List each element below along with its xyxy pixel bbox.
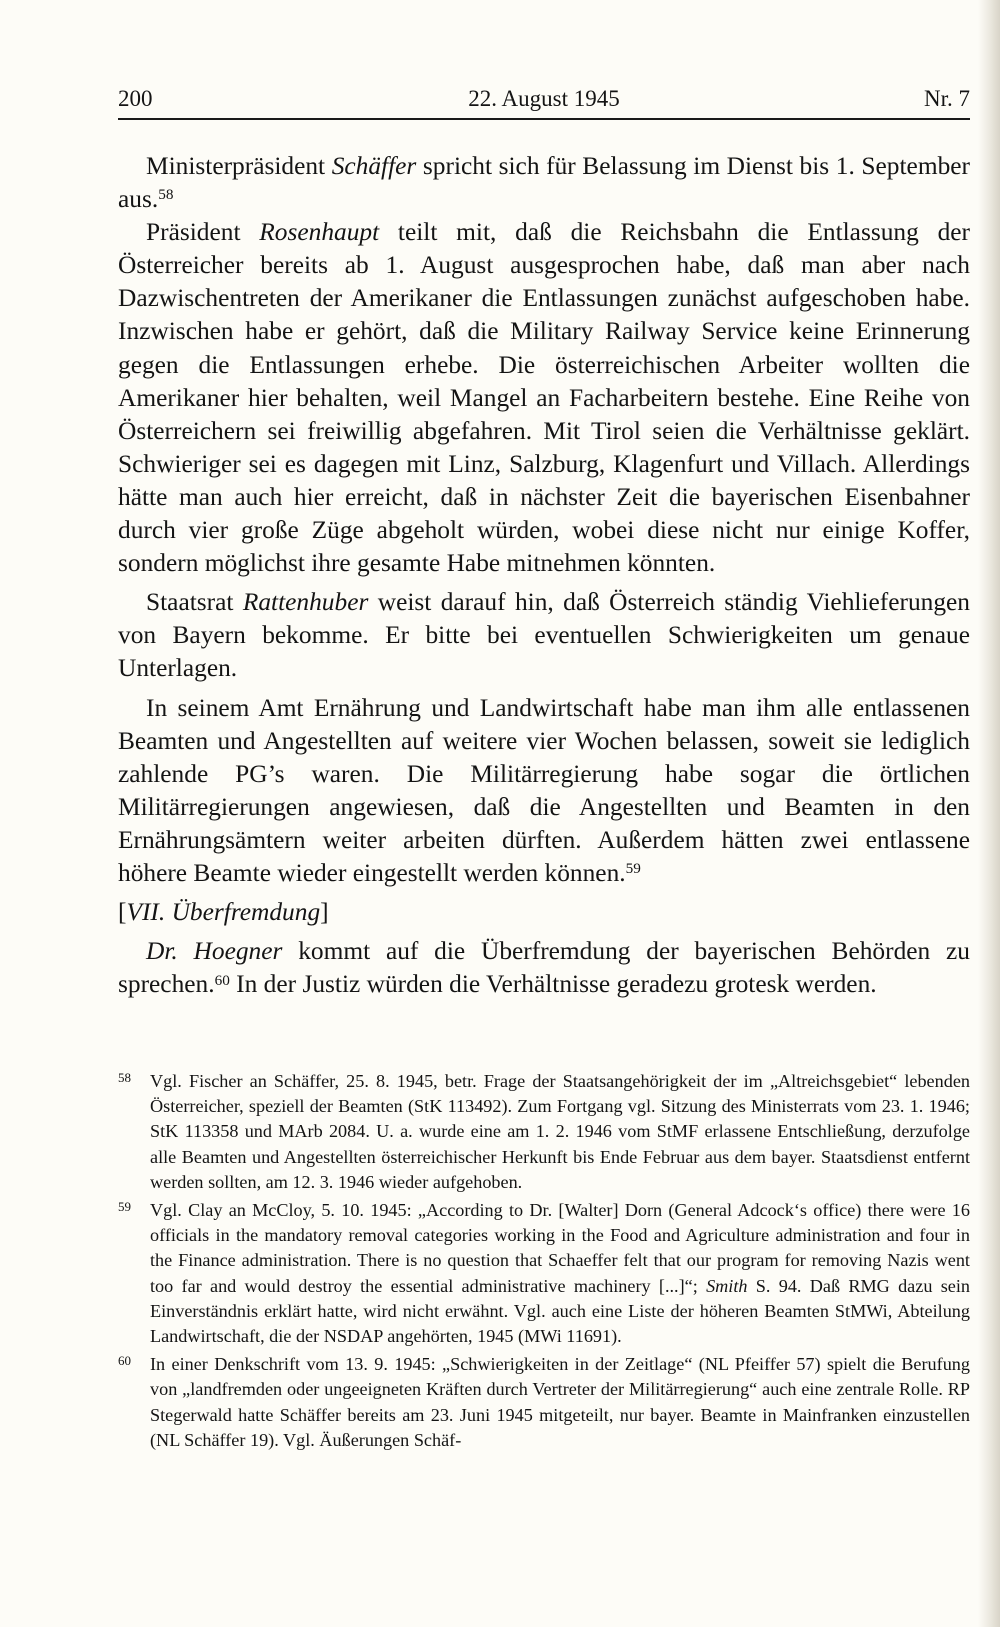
text-run: weist darauf hin, daß Österreich ständig Viehlieferungen von Bayern bekomme. Er bitte bei eventuellen Schwierigkeiten um genaue Unterlagen. xyxy=(118,588,971,683)
text-run: teilt mit, daß die Reichsbahn die Entlassung der Österreicher bereits ab 1. August ausgesprochen habe, daß man aber nach Dazwischentreten der Amerikaner die Entlassungen zunächst aufgeschoben habe. Inzwischen habe er gehört, daß die Military Railway Service keine Erinnerung gegen die Entlassungen erhebe. Die österreichischen Arbeiter wollten die Amerikaner hier behalten, weil Mangel an Facharbeitern bestehe. Eine Reihe von Österreichern sei freiwillig abgefahren. Mit Tirol seien die Verhältnisse geklärt. Schwieriger sei es dagegen mit Linz, Salzburg, Klagenfurt und Villach. Allerdings hätte man auch hier erreicht, daß in nächster Zeit die bayerischen Eisenbahner durch vier große Züge abgeholt würden, wobei diese nicht nur einige Koffer, sondern möglichst ihre gesamte Habe mitnehmen könnten. xyxy=(118,218,970,578)
footnote-number: 60 xyxy=(118,1353,131,1369)
speaker-name: Dr. Hoegner xyxy=(146,937,283,966)
header-issue: Nr. 7 xyxy=(924,86,970,111)
page-header xyxy=(118,86,970,120)
text-run: Ministerpräsident xyxy=(146,152,332,180)
paragraph-hoegner xyxy=(118,935,970,1001)
footnote-ref: 58 xyxy=(158,186,174,204)
text-run: In der Justiz würden die Verhältnisse geradezu grotesk werden. xyxy=(229,970,877,999)
text-run: Präsident xyxy=(146,218,260,247)
speaker-name: Rattenhuber xyxy=(242,588,369,617)
footnote-text: In einer Denkschrift vom 13. 9. 1945: „Schwierigkeiten in der Zeitlage“ (NL Pfeiffer 57) spielt die Berufung von „landfremden oder ungeeigneten Kräften durch Vertreter der Militärregierung“ auch eine zentrale Rolle. RP Stegerwald hatte Schäffer bereits am 23. Juni 1945 mitgeteilt, nur bayer. Beamte in Mainfranken einzustellen (NL Schäffer 19). Vgl. Äußerungen Schäf- xyxy=(150,1354,970,1450)
text-run: spricht sich für Belassung im Dienst bis 1. September aus. xyxy=(118,152,970,214)
paragraph-ernaehrung xyxy=(118,692,970,891)
footnotes xyxy=(118,1069,970,1456)
footnote-text: Vgl. Fischer an Schäffer, 25. 8. 1945, betr. Frage der Staatsangehörigkeit der im „Altreichsgebiet“ lebenden Österreicher, speziell der Beamten (StK 113492). Zum Fortgang vgl. Sitzung des Ministerrats vom 23. 1. 1946; StK 113358 und MArb 2084. U. a. wurde eine am 1. 2. 1946 vom StMF erlassene Entschließung, derzufolge alle Beamten und Angestellten österreichischer Herkunft bis Ende Februar aus dem bayer. Staatsdienst entfernt werden sollten, am 12. 3. 1946 wieder aufgehoben. xyxy=(150,1071,970,1192)
footnote-citation: Smith xyxy=(706,1275,748,1296)
footnote-ref: 59 xyxy=(625,860,641,878)
paragraph-rattenhuber xyxy=(118,586,970,685)
main-text xyxy=(118,150,970,1001)
footnote-59 xyxy=(118,1198,970,1349)
section-heading-text: VII. Überfremdung xyxy=(126,898,321,927)
paragraph-rosenhaupt xyxy=(118,216,970,580)
footnote-number: 58 xyxy=(118,1070,131,1085)
footnote-text: Vgl. Clay an McCloy, 5. 10. 1945: „According to Dr. [Walter] Dorn (General Adcock‘s office) there were 16 officials in the mandatory removal categories working in the Food and Agriculture administration and four in the Finance administration. There is no question that Schaeffer felt that our program for removing Nazis went too far and would destroy the essential administrative machinery [...]“; xyxy=(150,1200,970,1296)
footnote-60 xyxy=(118,1352,970,1453)
footnote-58 xyxy=(118,1069,970,1195)
page-number: 200 xyxy=(118,86,153,111)
footnote-number: 59 xyxy=(118,1199,131,1215)
header-date: 22. August 1945 xyxy=(468,86,620,111)
paragraph-schaeffer xyxy=(118,150,970,216)
header-rule xyxy=(118,118,970,120)
footnote-ref: 60 xyxy=(214,971,230,989)
footnote-text: S. 94. Daß RMG dazu sein Einverständnis erklärt hatte, wird nicht erwähnt. Vgl. auch eine Liste der höheren Beamten StMWi, Abteilung Landwirtschaft, die der NSDAP angehörten, 1945 (MWi 11691). xyxy=(150,1275,970,1347)
speaker-name: Schäffer xyxy=(331,152,417,180)
text-run: In seinem Amt Ernährung und Landwirtschaft habe man ihm alle entlassenen Beamten und Angestellten auf weitere vier Wochen belassen, soweit sie lediglich zahlende PG’s waren. Die Militärregierung habe sogar die örtlichen Militärregierungen angewiesen, daß die Angestellten und Beamten in den Ernährungsämtern weiter arbeiten dürften. Außerdem hätten zwei entlassene höhere Beamte wieder eingestellt werden können. xyxy=(118,693,970,887)
page-edge-shadow xyxy=(978,0,1000,1627)
text-run: kommt auf die Überfremdung der bayerischen Behörden zu sprechen. xyxy=(118,937,970,999)
speaker-name: Rosenhaupt xyxy=(259,218,380,247)
section-heading: [VII. Überfremdung] xyxy=(118,898,329,927)
text-run: Staatsrat xyxy=(146,588,243,617)
